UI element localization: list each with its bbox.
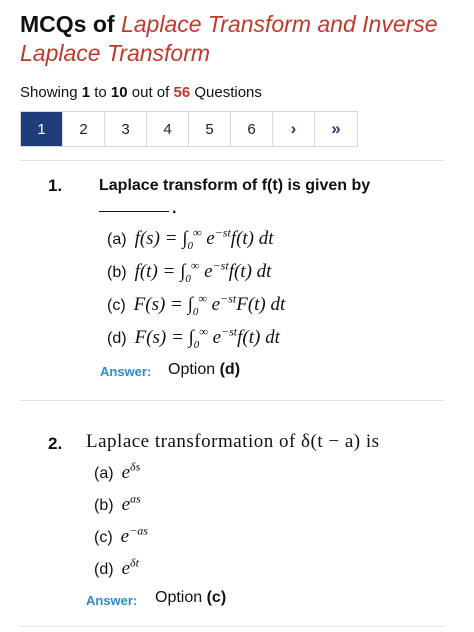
page-link-5[interactable]: 5 — [189, 112, 231, 146]
option-formula: $F(s) = \int_0^\infty$ $e^{-st}f(t)$ dt — [134, 325, 280, 352]
showing-out-of: out of — [131, 84, 170, 101]
option-label: (a) — [94, 465, 114, 483]
divider — [20, 160, 444, 161]
answer-label: Answer: — [86, 593, 138, 608]
answer-option: (c) — [206, 589, 227, 606]
results-summary — [20, 84, 262, 101]
option-b[interactable] — [107, 259, 271, 285]
option-a[interactable] — [107, 226, 274, 252]
showing-to-word: to — [94, 84, 107, 101]
showing-total: 56 — [173, 84, 191, 101]
page-link-2[interactable]: 2 — [63, 112, 105, 146]
page-link-6[interactable]: 6 — [231, 112, 273, 146]
option-a[interactable] — [94, 460, 140, 484]
answer-blank — [99, 211, 169, 212]
option-formula: $f(s) = \int_0^\infty$ $e^{-st}f(t)$ dt — [134, 226, 274, 253]
title-prefix: MCQs of — [20, 11, 121, 37]
question-number: 1. — [48, 176, 63, 195]
question-text: Laplace transformation of δ(t − a) is — [86, 431, 380, 452]
page-title — [20, 10, 460, 68]
showing-suffix: Questions — [194, 84, 262, 101]
answer-prefix: Option — [155, 589, 203, 606]
answer-option: (d) — [219, 361, 241, 378]
option-formula: $e^{\delta t}$ — [121, 556, 139, 580]
option-d[interactable] — [107, 325, 280, 351]
option-label: (d) — [94, 561, 114, 579]
option-label: (b) — [107, 264, 127, 282]
showing-from: 1 — [81, 84, 91, 101]
page-link-3[interactable]: 3 — [105, 112, 147, 146]
option-d[interactable] — [94, 556, 139, 580]
option-formula: $e^{-as}$ — [120, 524, 148, 548]
showing-word: Showing — [20, 84, 78, 101]
answer-prefix: Option — [168, 361, 216, 378]
page-link-4[interactable]: 4 — [147, 112, 189, 146]
option-formula: $e^{\delta s}$ — [121, 460, 141, 484]
option-c[interactable] — [94, 524, 148, 548]
answer-value — [168, 361, 240, 379]
pagination — [20, 111, 358, 147]
option-formula: $f(t) = \int_0^\infty$ $e^{-st}f(t)$ dt — [134, 259, 272, 286]
option-label: (a) — [107, 231, 127, 249]
option-label: (d) — [107, 330, 127, 348]
title-topic: Laplace Transform and Inverse Laplace Transform — [20, 11, 438, 66]
option-label: (b) — [94, 497, 114, 515]
page-link-1[interactable]: 1 — [21, 112, 63, 146]
option-c[interactable] — [107, 292, 285, 318]
option-b[interactable] — [94, 492, 141, 516]
last-page-icon[interactable]: » — [331, 119, 341, 138]
option-formula: $F(s) = \int_0^\infty$ $e^{-st}F(t)$ dt — [133, 292, 286, 319]
question-text: Laplace transform of f(t) is given by — [99, 177, 371, 194]
showing-to: 10 — [110, 84, 128, 101]
next-page-icon[interactable]: › — [273, 112, 315, 146]
answer-label: Answer: — [100, 364, 152, 379]
option-label: (c) — [94, 529, 113, 547]
answer-value — [155, 589, 226, 607]
option-label: (c) — [107, 297, 126, 315]
option-formula: $e^{as}$ — [121, 492, 141, 516]
divider — [20, 400, 444, 401]
blank-period: . — [172, 200, 177, 217]
question-number: 2. — [48, 434, 63, 453]
divider — [20, 626, 444, 627]
